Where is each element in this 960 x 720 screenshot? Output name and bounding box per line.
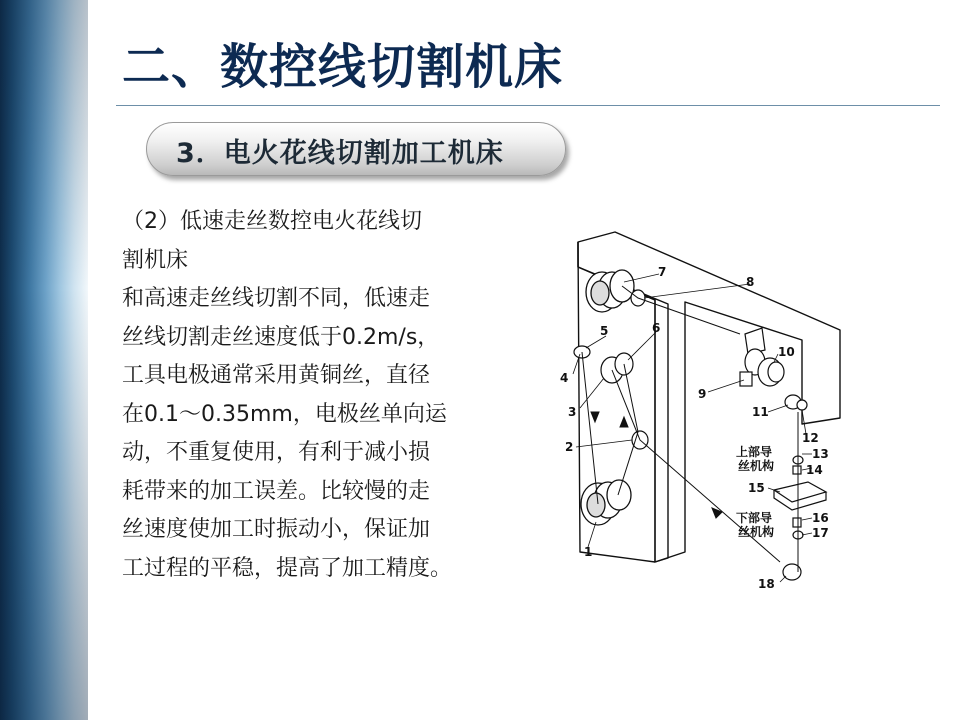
callout-13: 13 — [812, 447, 829, 461]
body-line: 丝速度使加工时振动小，保证加 — [122, 517, 431, 542]
callout-6: 6 — [652, 321, 661, 335]
callout-5: 5 — [600, 324, 609, 338]
section-label: 3．电火花线切割加工机床 — [176, 138, 504, 169]
callout-17: 17 — [812, 526, 829, 540]
body-line: 割机床 — [122, 247, 189, 273]
callout-8: 8 — [746, 275, 755, 289]
callout-14: 14 — [806, 463, 823, 477]
callout-18: 18 — [758, 577, 775, 591]
decorative-sidebar — [0, 0, 88, 720]
take-up-spool-icon — [581, 480, 631, 525]
body-line: （2）低速走丝数控电火花线切 — [122, 209, 422, 234]
callout-15: 15 — [748, 481, 765, 495]
callout-16: 16 — [812, 511, 829, 525]
callout-11: 11 — [752, 405, 769, 419]
callout-3: 3 — [568, 405, 577, 419]
upper-guide-label-line1: 上部导 — [736, 445, 773, 459]
lower-guide-label-line1: 下部导 — [736, 511, 773, 525]
callout-7: 7 — [658, 265, 667, 279]
callout-4: 4 — [560, 371, 569, 385]
workpiece — [774, 482, 826, 502]
body-line: 和高速走丝线切割不同，低速走 — [122, 286, 431, 311]
body-text — [122, 203, 522, 588]
callout-9: 9 — [698, 387, 707, 401]
lower-guide-label-line2: 丝机构 — [738, 525, 775, 539]
body-line: 丝线切割走丝速度低于0.2m/s， — [122, 324, 440, 350]
title-divider — [116, 105, 940, 106]
upper-guide-label-line2: 丝机构 — [738, 459, 775, 473]
body-line: 工过程的平稳，提高了加工精度。 — [122, 555, 453, 581]
callout-12: 12 — [802, 431, 819, 445]
wire-edm-machine-diagram — [540, 222, 860, 602]
callout-2: 2 — [565, 440, 574, 454]
body-line: 动，不重复使用，有利于减小损 — [122, 440, 431, 465]
wire-spool-icon — [586, 270, 634, 312]
body-line: 在0.1～0.35mm，电极丝单向运 — [122, 401, 447, 427]
body-line: 耗带来的加工误差。比较慢的走 — [122, 478, 431, 504]
machine-diagram-svg — [540, 222, 860, 602]
callout-10: 10 — [778, 345, 795, 359]
slide-title: 二、数控线切割机床 — [122, 39, 564, 95]
body-line: 工具电极通常采用黄铜丝，直径 — [122, 363, 431, 388]
callout-1: 1 — [584, 545, 593, 559]
